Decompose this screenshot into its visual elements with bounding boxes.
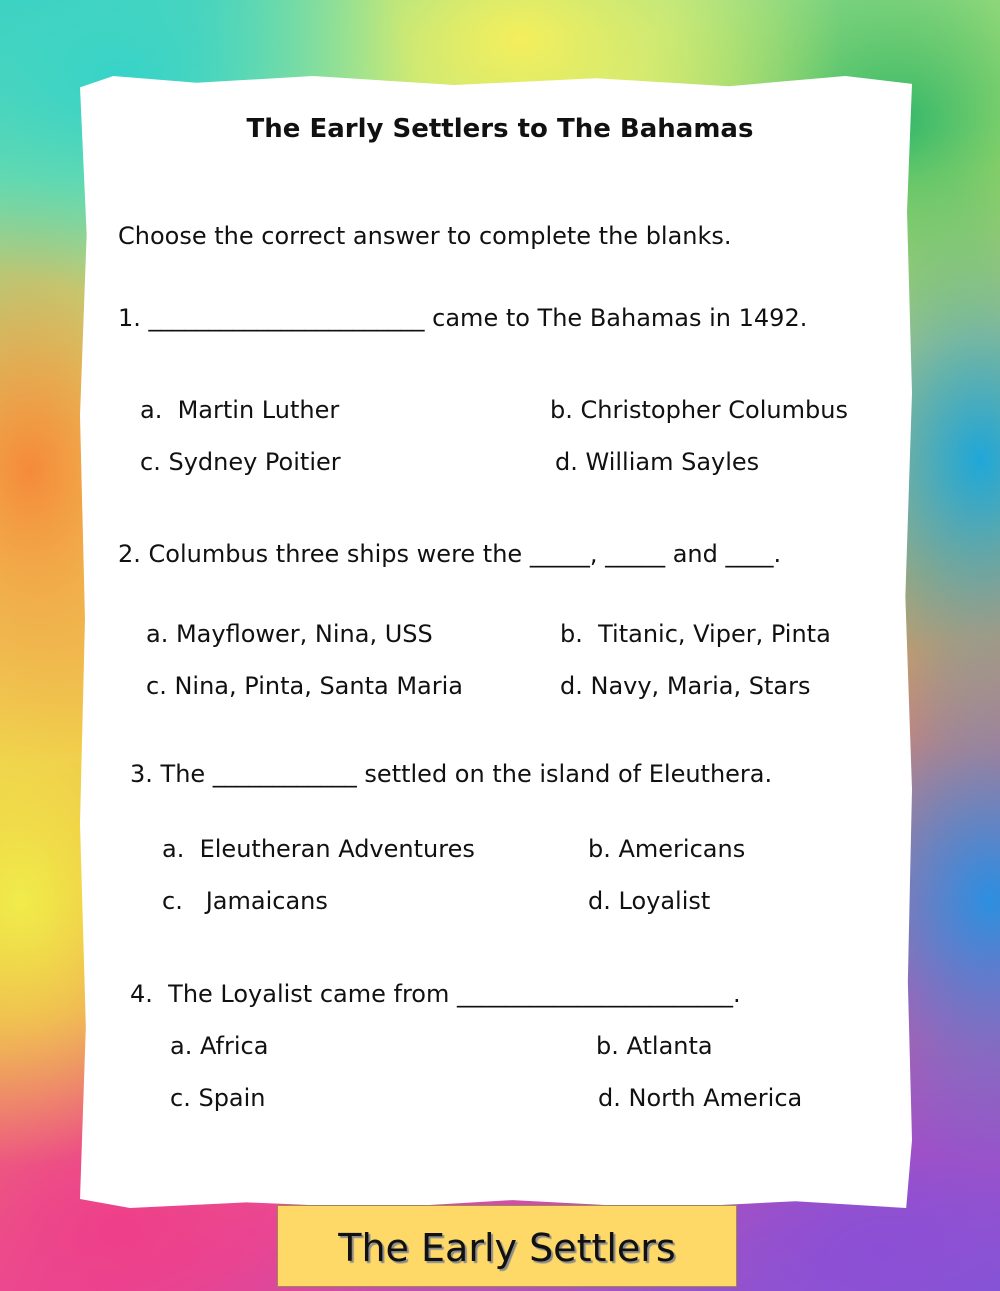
question-3: 3. The ____________ settled on the island of Eleuthera.: [130, 760, 773, 788]
q3-option-a[interactable]: a. Eleutheran Adventures: [162, 835, 475, 863]
q1-option-d[interactable]: d. William Sayles: [555, 448, 760, 476]
footer-banner: [277, 1205, 737, 1287]
question-4: 4. The Loyalist came from _______________________.: [130, 980, 741, 1008]
q1-option-c[interactable]: c. Sydney Poitier: [140, 448, 341, 476]
q3-option-c[interactable]: c. Jamaicans: [162, 887, 328, 915]
question-1: 1. _______________________ came to The Bahamas in 1492.: [118, 304, 808, 332]
q2-option-b[interactable]: b. Titanic, Viper, Pinta: [560, 620, 831, 648]
q4-option-c[interactable]: c. Spain: [170, 1084, 266, 1112]
q4-option-a[interactable]: a. Africa: [170, 1032, 269, 1060]
q3-option-b[interactable]: b. Americans: [588, 835, 746, 863]
q2-option-d[interactable]: d. Navy, Maria, Stars: [560, 672, 811, 700]
instructions: Choose the correct answer to complete the blanks.: [118, 222, 732, 250]
q1-option-a[interactable]: a. Martin Luther: [140, 396, 340, 424]
q2-option-a[interactable]: a. Mayflower, Nina, USS: [146, 620, 433, 648]
worksheet-title: The Early Settlers to The Bahamas: [246, 114, 754, 144]
q3-option-d[interactable]: d. Loyalist: [588, 887, 711, 915]
q1-option-b[interactable]: b. Christopher Columbus: [550, 396, 848, 424]
q4-option-b[interactable]: b. Atlanta: [596, 1032, 713, 1060]
footer-banner-text: The Early Settlers: [338, 1226, 676, 1270]
q4-option-d[interactable]: d. North America: [598, 1084, 803, 1112]
question-2: 2. Columbus three ships were the _____, _____ and ____.: [118, 540, 782, 568]
q2-option-c[interactable]: c. Nina, Pinta, Santa Maria: [146, 672, 464, 700]
